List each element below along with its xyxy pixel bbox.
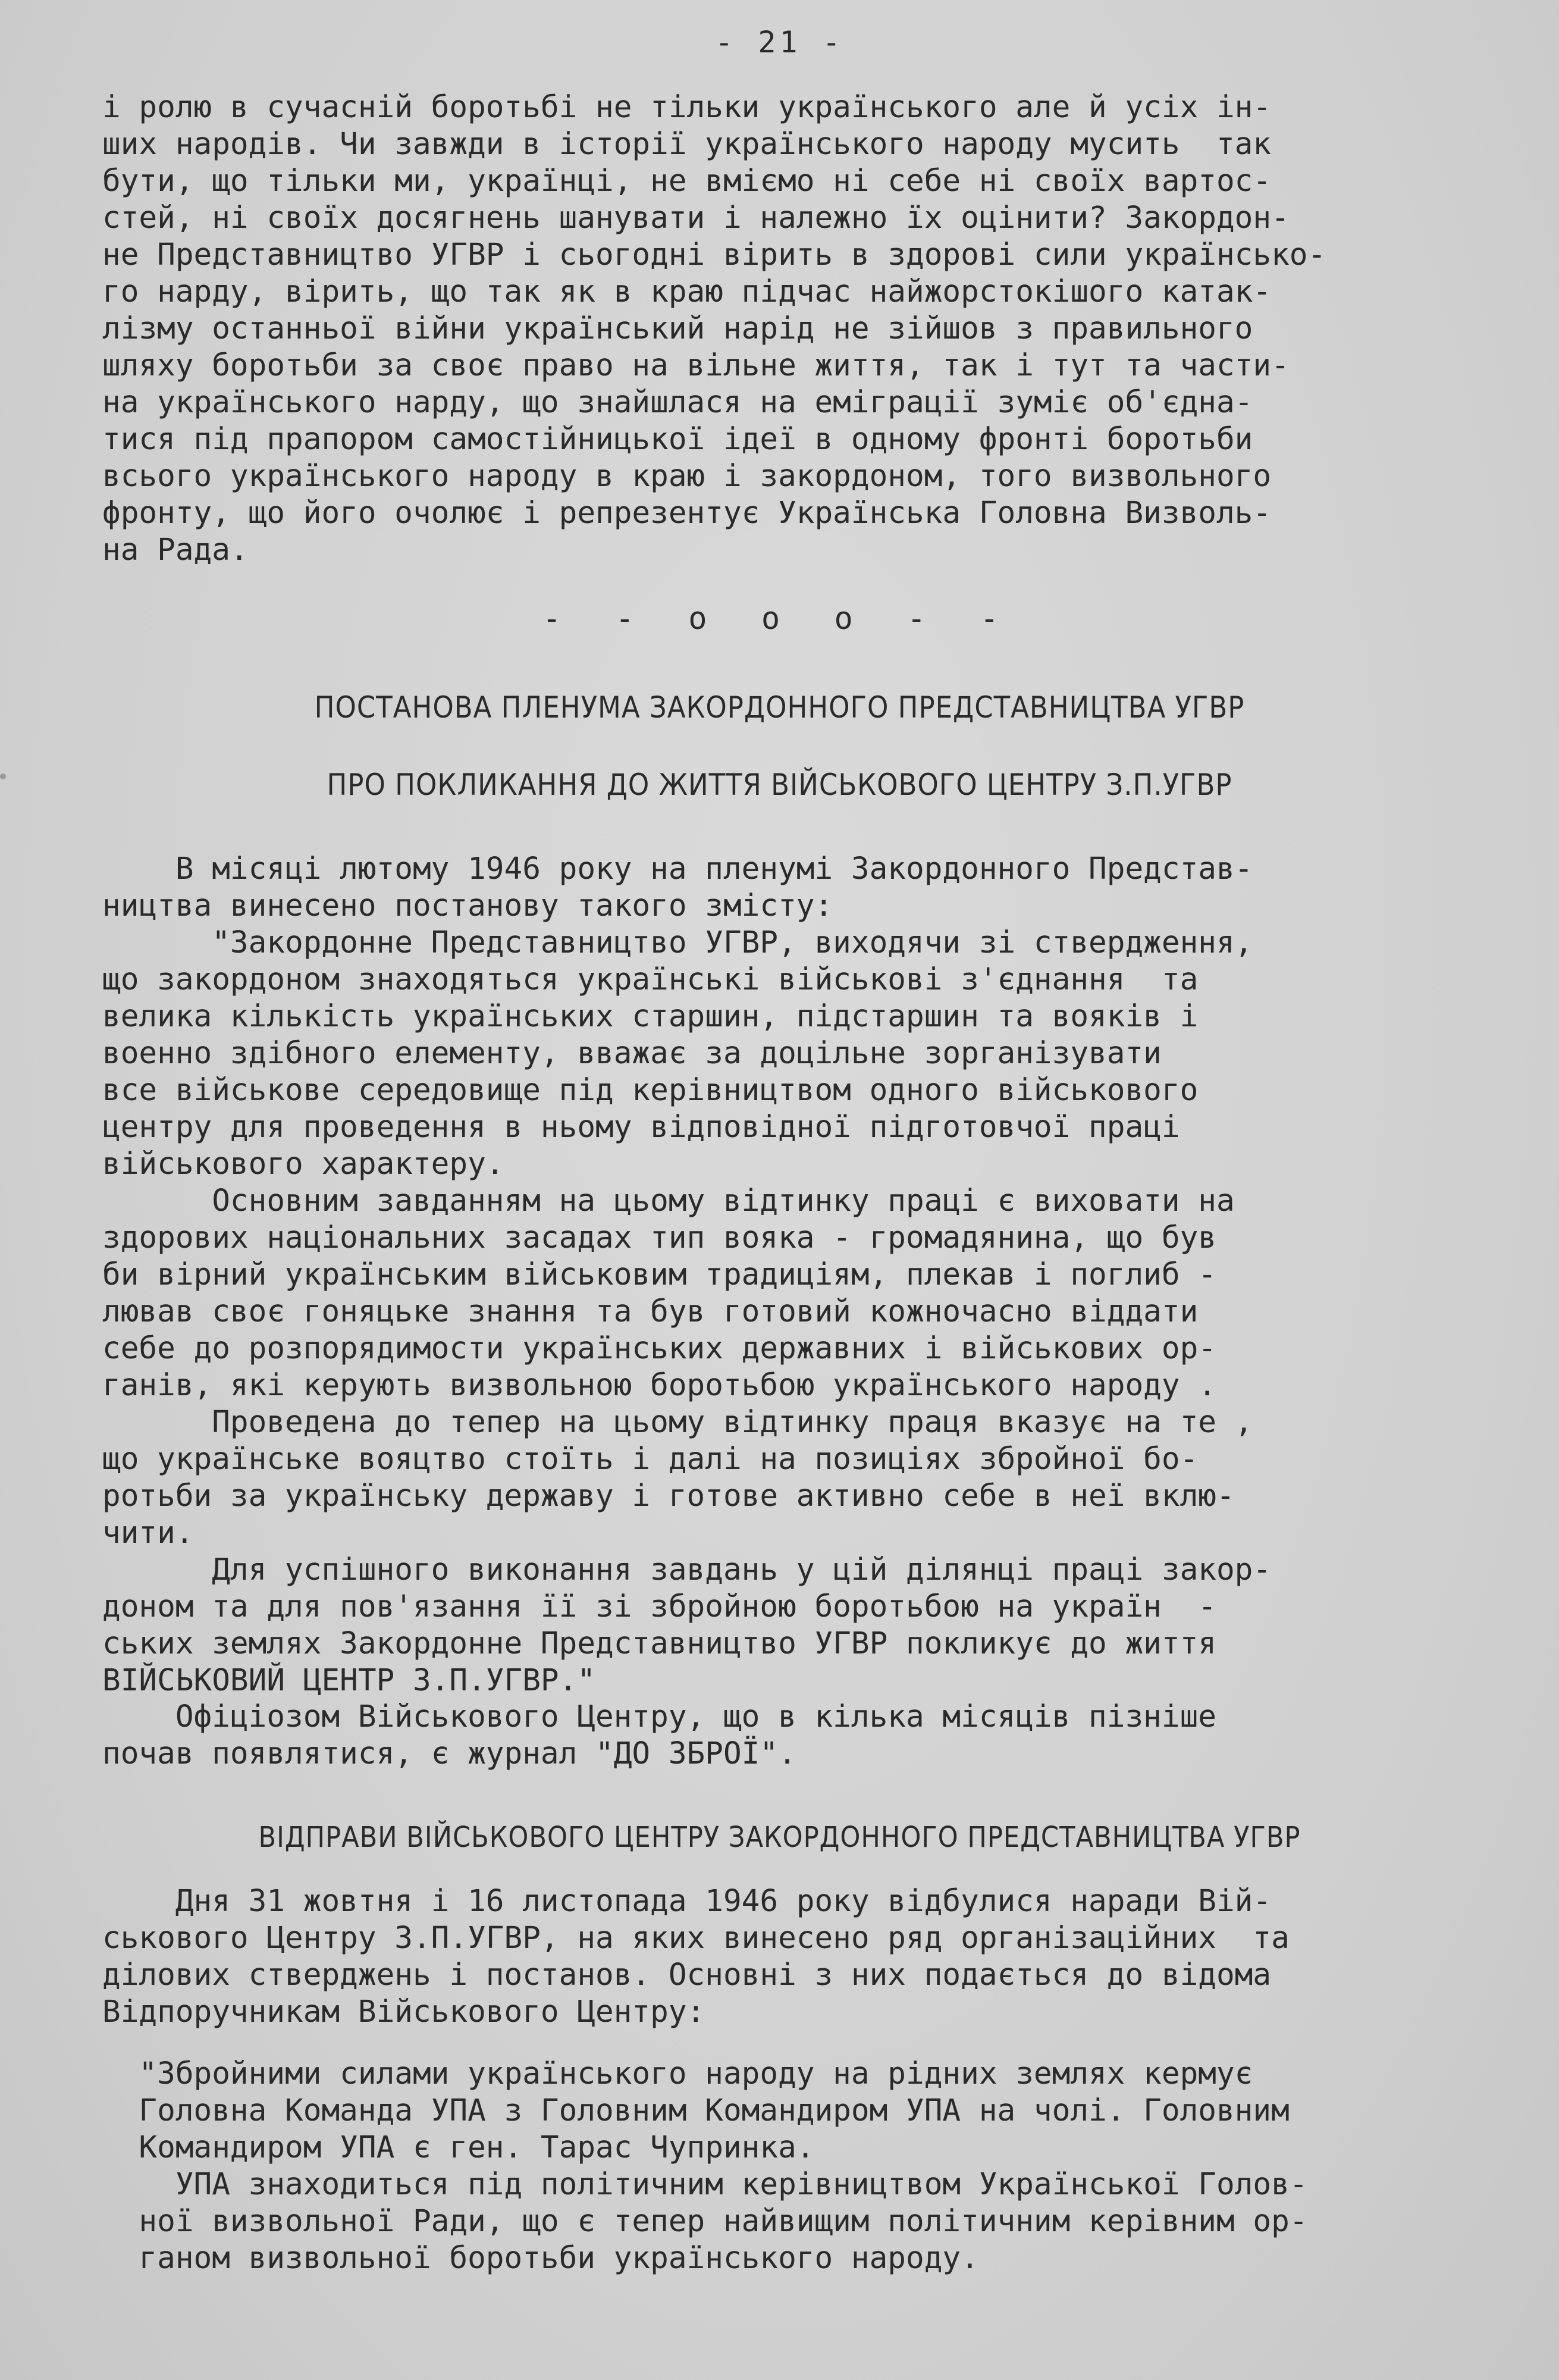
page-number: - 21 - xyxy=(715,25,844,60)
resolution-title-line2: ПРО ПОКЛИКАННЯ ДО ЖИТТЯ ВІЙСЬКОВОГО ЦЕНТРУ З.П.УГВР xyxy=(327,768,1232,802)
text-line: не Представництво УГВР і сьогодні вірить в здорові сили українсько- xyxy=(102,237,1326,273)
text-line: військового характеру. xyxy=(102,1147,504,1182)
text-line: що українське вояцтво стоїть і далі на позиціях збройної бо- xyxy=(102,1442,1199,1477)
text-line: лював своє гоняцьке знання та був готовий кожночасно віддати xyxy=(102,1294,1199,1329)
text-line: Для успішного виконання завдань у цій ділянці праці закор- xyxy=(102,1552,1272,1587)
text-line: ництва винесено постанову такого змісту: xyxy=(102,888,833,923)
text-line: Основним завданням на цьому відтинку праці є виховати на xyxy=(102,1183,1235,1219)
resolution-title-line1: ПОСТАНОВА ПЛЕНУМА ЗАКОРДОННОГО ПРЕДСТАВНИЦТВА УГВР xyxy=(314,690,1245,725)
text-line: ної визвольної Ради, що є тепер найвищим політичним керівним ор- xyxy=(102,2204,1308,2239)
text-line: все військове середовище під керівництвом одного військового xyxy=(102,1073,1199,1108)
text-line: доном та для пов'язання її зі збройною боротьбою на україн - xyxy=(102,1589,1216,1624)
text-line: велика кількість українських старшин, підстаршин та вояків і xyxy=(102,999,1199,1034)
official-journal-paragraph xyxy=(102,1699,1494,1773)
text-line: себе до розпорядимости українських державних і військових ор- xyxy=(102,1331,1216,1366)
text-line: ротьби за українську державу і готове активно себе в неї вклю- xyxy=(102,1479,1235,1514)
text-line: тися під прапором самостійницької ідеї в одному фронті боротьби xyxy=(102,422,1253,457)
text-line: ших народів. Чи завжди в історії українського народу мусить так xyxy=(102,127,1272,162)
meetings-body xyxy=(102,1883,1494,2031)
text-line: на Рада. xyxy=(102,533,249,568)
text-line: "Закордонне Представництво УГВР, виходячи зі ствердження, xyxy=(102,925,1253,960)
text-line: почав появлятися, є журнал "ДО ЗБРОЇ". xyxy=(102,1736,796,1771)
text-line: ВІЙСЬКОВИЙ ЦЕНТР З.П.УГВР." xyxy=(102,1663,596,1698)
text-line: ганів, які керують визвольною боротьбою українського народу . xyxy=(102,1368,1216,1403)
text-line: В місяці лютому 1946 року на пленумі Закордонного Представ- xyxy=(102,851,1253,887)
text-line: здорових національних засадах тип вояка - громадянина, що був xyxy=(102,1220,1216,1255)
text-line: що закордоном знаходяться українські військові з'єднання та xyxy=(102,962,1199,997)
resolution-body xyxy=(102,851,1494,1699)
text-line: чити. xyxy=(102,1515,194,1551)
text-line: всього українського народу в краю і закордоном, того визвольного xyxy=(102,459,1272,494)
text-line: Офіціозом Військового Центру, що в кілька місяців пізніше xyxy=(102,1699,1216,1734)
text-line: лізму останньої війни український нарід не зійшов з правильного xyxy=(102,311,1253,346)
text-line: бути, що тільки ми, українці, не вміємо ні себе ні своїх вартос- xyxy=(102,164,1272,199)
text-line: шляху боротьби за своє право на вільне життя, так і тут та части- xyxy=(102,348,1290,383)
text-line: ганом визвольної боротьби українського народу. xyxy=(102,2241,979,2276)
meetings-title: ВІДПРАВИ ВІЙСЬКОВОГО ЦЕНТРУ ЗАКОРДОННОГО ПРЕДСТАВНИЦТВА УГВР xyxy=(258,1821,1301,1854)
text-line: би вірний українським військовим традиціям, плекав і поглиб - xyxy=(102,1257,1216,1292)
text-line: ськового Центру З.П.УГВР, на яких винесено ряд організаційних та xyxy=(102,1921,1290,1956)
text-line: военно здібного елементу, вважає за доцільне зорганізувати xyxy=(102,1036,1162,1071)
text-line: ських землях Закордонне Представництво УГВР покликує до життя xyxy=(102,1626,1216,1661)
text-line: Відпоручникам Військового Центру: xyxy=(102,1994,705,2030)
text-line: центру для проведення в ньому відповідної підготовчої праці xyxy=(102,1110,1180,1145)
text-line: на українського нарду, що знайшлася на еміграції зуміє об'єдна- xyxy=(102,385,1253,420)
text-line: "Збройними силами українського народу на рідних землях кермує xyxy=(102,2056,1253,2091)
text-line: Командиром УПА є ген. Тарас Чупринка. xyxy=(102,2130,815,2165)
text-line: фронту, що його очолює і репрезентує Українська Головна Визволь- xyxy=(102,496,1272,531)
text-line: ділових стверджень і постанов. Основні з них подається до відома xyxy=(102,1958,1272,1993)
text-line: і ролю в сучасній боротьбі не тільки українського але й усіх ін- xyxy=(102,90,1272,125)
meetings-quote xyxy=(102,2056,1494,2277)
text-line: стей, ні своїх досягнень шанувати і належно їх оцінити? Закордон- xyxy=(102,201,1290,236)
intro-paragraph xyxy=(102,89,1494,569)
text-line: Головна Команда УПА з Головним Командиром УПА на чолі. Головним xyxy=(102,2093,1290,2128)
text-line: го нарду, вірить, що так як в краю підчас найжорстокішого катак- xyxy=(102,274,1272,309)
section-separator: - - o o o - - xyxy=(542,601,1017,637)
punch-hole-mark xyxy=(0,774,6,779)
text-line: Дня 31 жовтня і 16 листопада 1946 року відбулися наради Вій- xyxy=(102,1884,1272,1919)
text-line: УПА знаходиться під політичним керівництвом Української Голов- xyxy=(102,2167,1308,2202)
text-line: Проведена до тепер на цьому відтинку праця вказує на те , xyxy=(102,1405,1253,1440)
